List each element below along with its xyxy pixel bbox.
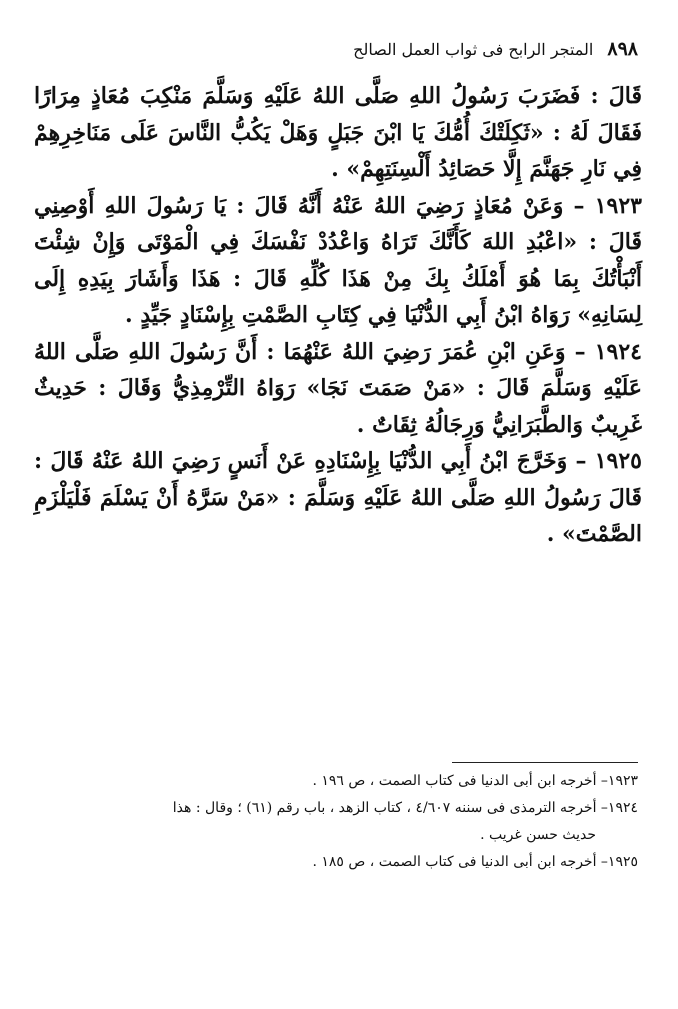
footnotes <box>38 768 638 876</box>
hadith-1923: ١٩٢٣ – وَعَنْ مُعَاذٍ رَضِيَ اللهُ عَنْهُ أَنَّهُ قَالَ : يَا رَسُولَ اللهِ أَوْصِنِي قَالَ : «اعْبُدِ اللهَ كَأَنَّكَ تَرَاهُ وَاعْدُدْ نَفْسَكَ فِي الْمَوْتَى وَإِنْ شِئْتَ أَنْبَأْتُكَ بِمَا هُوَ أَمْلَكُ بِكَ مِنْ هَذَا كُلِّهِ قَالَ : هَذَا وَأَشَارَ بِيَدِهِ إِلَى لِسَانِهِ» رَوَاهُ ابْنُ أَبِي الدُّنْيَا فِي كِتَابِ الصَّمْتِ بِإِسْنَادٍ جَيِّدٍ . <box>34 192 642 328</box>
page-header <box>40 38 638 60</box>
footnote-1925: ١٩٢٥– أخرجه ابن أبى الدنيا فى كتاب الصمت ، ص ١٨٥ . <box>312 854 638 870</box>
page-number: ٨٩٨ <box>607 38 638 60</box>
hadith-1924: ١٩٢٤ – وَعَنِ ابْنِ عُمَرَ رَضِيَ اللهُ عَنْهُمَا : أَنَّ رَسُولَ اللهِ صَلَّى اللهُ عَلَيْهِ وَسَلَّمَ قَالَ : «مَنْ صَمَتَ نَجَا» رَوَاهُ التِّرْمِذِيُّ وَقَالَ : حَدِيثٌ غَرِيبٌ وَالطَّبَرَانِيُّ وَرِجَالُهُ ثِقَاتٌ . <box>34 338 642 438</box>
hadith-1925: ١٩٢٥ – وَخَرَّجَ ابْنُ أَبِي الدُّنْيَا بِإِسْنَادِهِ عَنْ أَنَسٍ رَضِيَ اللهُ عَنْهُ قَالَ : قَالَ رَسُولُ اللهِ صَلَّى اللهُ عَلَيْهِ وَسَلَّمَ : «مَنْ سَرَّهُ أَنْ يَسْلَمَ فَلْيَلْزَمِ الصَّمْتَ» . <box>34 448 642 547</box>
running-title: المتجر الرابح فى ثواب العمل الصالح <box>353 40 594 59</box>
footnote-1924: ١٩٢٤– أخرجه الترمذى فى سننه ٤/٦٠٧ ، كتاب الزهد ، باب رقم (٦١) ؛ وقال : هذا <box>172 800 638 816</box>
footnote-1924-continuation: حديث حسن غريب . <box>480 827 596 843</box>
paragraph: قَالَ : فَضَرَبَ رَسُولُ اللهِ صَلَّى اللهُ عَلَيْهِ وَسَلَّمَ مَنْكِبَ مُعَاذٍ مِرَارًا فَقَالَ لَهُ : «ثَكِلَتْكَ أُمُّكَ يَا ابْنَ جَبَلٍ وَهَلْ يَكُبُّ النَّاسَ عَلَى مَنَاخِرِهِمْ فِي نَارِ جَهَنَّمَ إِلَّا حَصَائِدُ أَلْسِنَتِهِمْ» . <box>34 83 642 182</box>
main-text <box>34 78 642 553</box>
footnote-1923: ١٩٢٣– أخرجه ابن أبى الدنيا فى كتاب الصمت ، ص ١٩٦ . <box>312 773 638 789</box>
footnote-divider <box>452 762 638 763</box>
